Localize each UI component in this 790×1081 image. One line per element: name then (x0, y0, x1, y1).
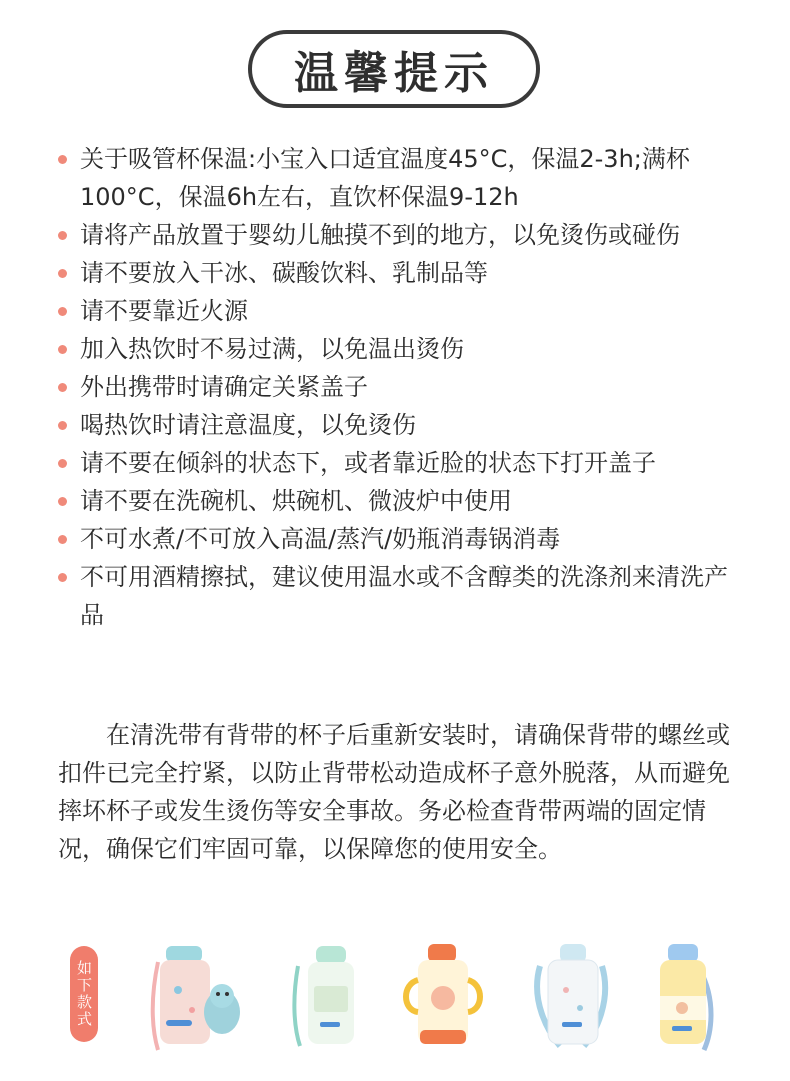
product-image-3 (406, 944, 480, 1044)
product-image-1 (153, 946, 240, 1050)
styles-badge: 如下款式 (70, 946, 98, 1042)
tip-text: 喝热饮时请注意温度，以免烫伤 (80, 411, 416, 439)
tip-text: 请不要在洗碗机、烘碗机、微波炉中使用 (80, 487, 512, 515)
tip-text: 不可水煮/不可放入高温/蒸汽/奶瓶消毒锅消毒 (80, 525, 561, 553)
tip-text: 请不要靠近火源 (80, 297, 248, 325)
page-title: 温馨提示 (294, 48, 494, 99)
product-image-5 (660, 944, 711, 1050)
tip-text: 加入热饮时不易过满，以免温出烫伤 (80, 335, 464, 363)
tip-text: 外出携带时请确定关紧盖子 (80, 373, 368, 401)
tip-text: 请不要放入干冰、碳酸饮料、乳制品等 (80, 259, 488, 287)
tip-text: 请不要在倾斜的状态下，或者靠近脸的状态下打开盖子 (80, 449, 656, 477)
product-image-4 (537, 944, 605, 1046)
tip-text: 不可用酒精擦拭，建议使用温水或不含醇类的洗涤剂来清洗产品 (80, 563, 728, 629)
tip-text: 关于吸管杯保温:小宝入口适宜温度45°C，保温2-3h;满杯100°C，保温6h左右，直饮杯保温9-12h (80, 145, 690, 211)
tip-text: 请将产品放置于婴幼儿触摸不到的地方，以免烫伤或碰伤 (80, 221, 680, 249)
strap-safety-paragraph: 在清洗带有背带的杯子后重新安装时，请确保背带的螺丝或扣件已完全拧紧，以防止背带松动造成杯子意外脱落，从而避免摔坏杯子或发生烫伤等安全事故。务必检查背带两端的固定情况，确保它们牢固可靠，以保障您的使用安全。 (58, 721, 730, 863)
product-image-2 (294, 946, 354, 1046)
